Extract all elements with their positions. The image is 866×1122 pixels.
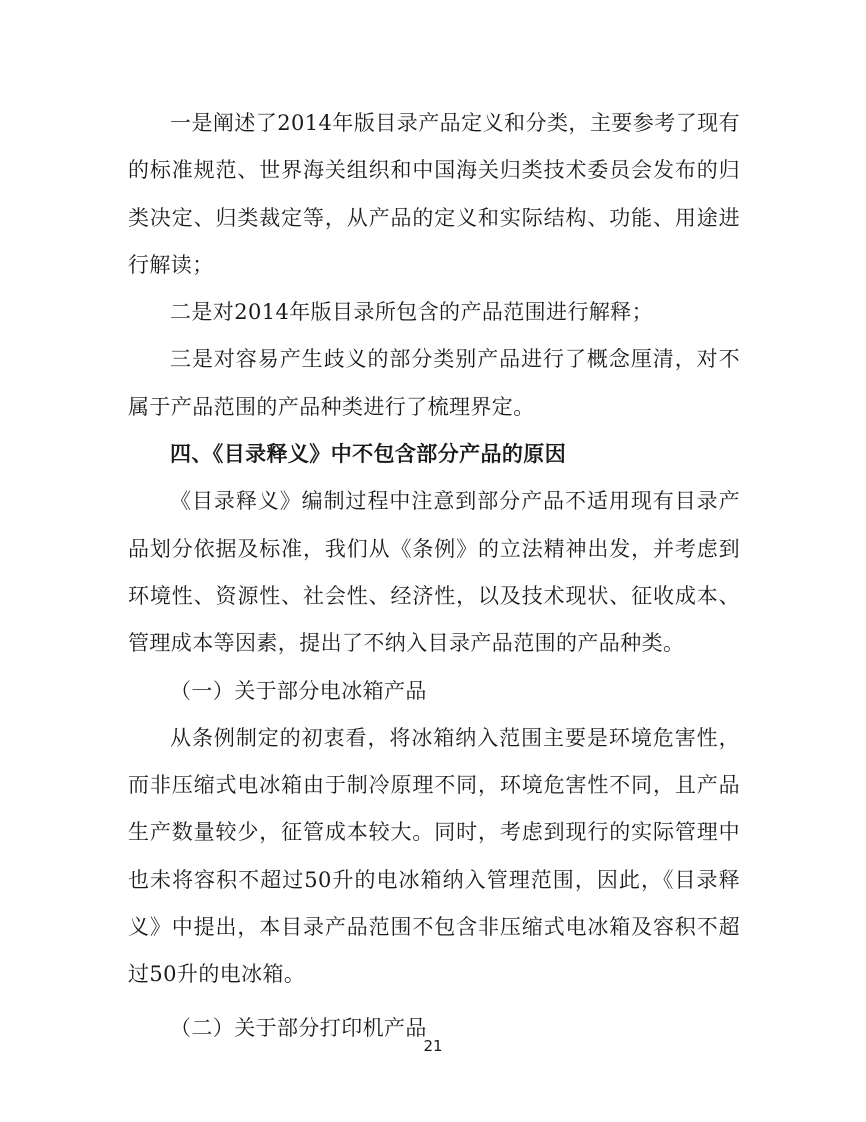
subheading-refrigerators: （一）关于部分电冰箱产品 [170, 678, 427, 703]
paragraph-refrigerators: 从条例制定的初衷看，将冰箱纳入范围主要是环境危害性，而非压缩式电冰箱由于制冷原理不同，环境危害性不同，且产品生产数量较少，征管成本较大。同时，考虑到现行的实际管理中也未将容积不超过50升的电冰箱纳入管理范围，因此，《目录释义》中提出，本目录产品范围不包含非压缩式电冰箱及容积不超过50升的电冰箱。 [128, 725, 740, 987]
subheading-printers: （二）关于部分打印机产品 [170, 1015, 427, 1040]
paragraph-exclusion-reason: 《目录释义》编制过程中注意到部分产品不适用现有目录产品划分依据及标准，我们从《条例》的立法精神出发，并考虑到环境性、资源性、社会性、经济性，以及技术现状、征收成本、管理成本等因素，提出了不纳入目录产品范围的产品种类。 [128, 489, 740, 656]
paragraph-clarification: 三是对容易产生歧义的部分类别产品进行了概念厘清，对不属于产品范围的产品种类进行了梳理界定。 [128, 347, 740, 419]
document-body [128, 100, 740, 1052]
paragraph-definitions: 一是阐述了2014年版目录产品定义和分类，主要参考了现有的标准规范、世界海关组织和中国海关归类技术委员会发布的归类决定、归类裁定等，从产品的定义和实际结构、功能、用途进行解读； [128, 111, 740, 277]
page-number: 21 [423, 1037, 443, 1055]
paragraph-scope: 二是对2014年版目录所包含的产品范围进行解释； [170, 300, 654, 325]
section-heading-4: 四、《目录释义》中不包含部分产品的原因 [170, 442, 567, 467]
